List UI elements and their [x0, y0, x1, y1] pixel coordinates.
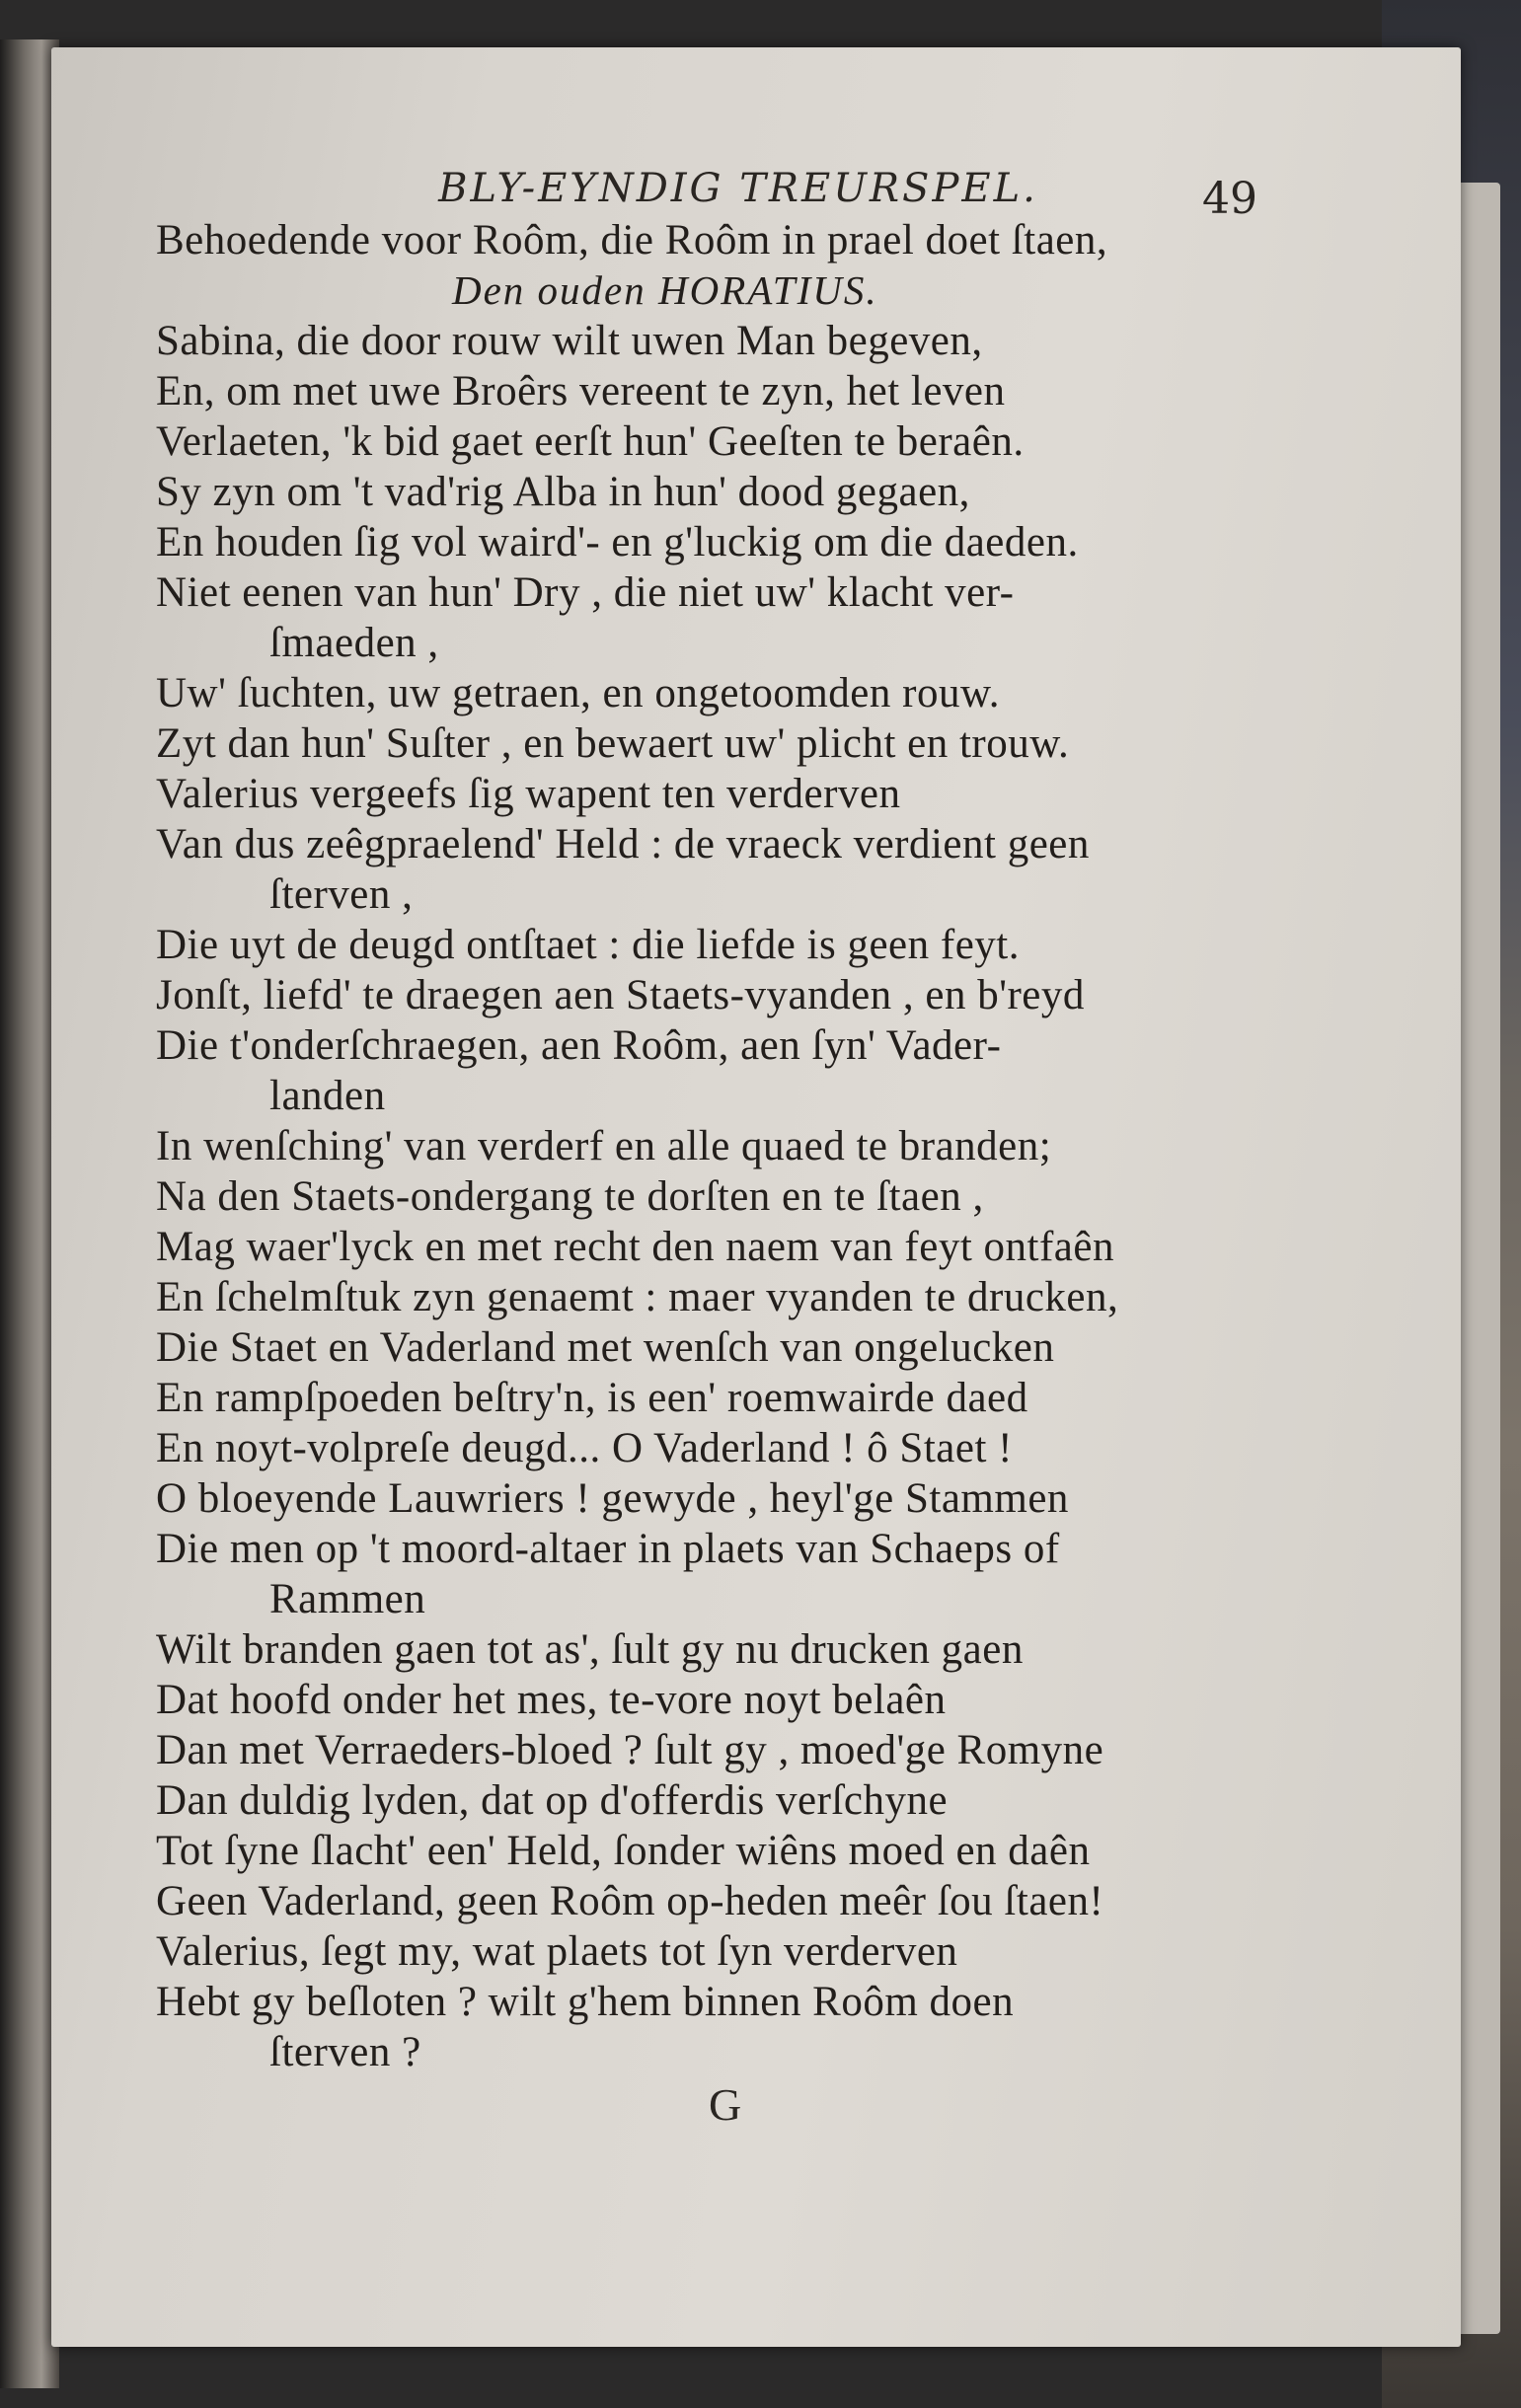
verse-line: En noyt-volpreſe deugd... O Vaderland ! ô Staet ! [156, 1425, 1013, 1471]
verse-line: Geen Vaderland, geen Roôm op-heden meêr ſou ſtaen! [156, 1878, 1104, 1924]
verse-line: Mag waer'lyck en met recht den naem van feyt ontfaên [156, 1224, 1114, 1270]
verse-line: Die men op 't moord-altaer in plaets van Schaeps of [156, 1526, 1060, 1572]
facing-page-edge [0, 39, 59, 2388]
speaker-name: Den ouden HORATIUS. [452, 267, 878, 313]
verse-line: Valerius vergeefs ſig wapent ten verderven [156, 771, 901, 817]
verse-line: Die uyt de deugd ontſtaet : die liefde is geen feyt. [156, 922, 1020, 968]
verse-line-continuation: Rammen [269, 1576, 426, 1622]
verse-line: Die Staet en Vaderland met wenſch van ongelucken [156, 1324, 1055, 1371]
verse-line: Verlaeten, 'k bid gaet eerſt hun' Geeſten te beraên. [156, 418, 1025, 465]
verse-line: Sabina, die door rouw wilt uwen Man begeven, [156, 318, 983, 364]
verse-line: Dan met Verraeders-bloed ? ſult gy , moed'ge Romyne [156, 1727, 1104, 1773]
verse-line: Dan duldig lyden, dat op d'offerdis verſchyne [156, 1777, 949, 1824]
verse-line: Niet eenen van hun' Dry , die niet uw' klacht ver- [156, 569, 1015, 616]
verse-line: En ſchelmſtuk zyn genaemt : maer vyanden te drucken, [156, 1274, 1119, 1320]
verse-line: O bloeyende Lauwriers ! gewyde , heyl'ge Stammen [156, 1475, 1069, 1522]
verse-line: En, om met uwe Broêrs vereent te zyn, het leven [156, 368, 1006, 414]
verse-line: Dat hoofd onder het mes, te-vore noyt belaên [156, 1677, 947, 1723]
verse-line-continuation: ſterven , [269, 871, 414, 918]
verse-line: Valerius, ſegt my, wat plaets tot ſyn verderven [156, 1928, 958, 1975]
verse-line: In wenſching' van verderf en alle quaed te branden; [156, 1123, 1052, 1169]
page-number: 49 [1202, 174, 1257, 224]
signature-mark: G [709, 2079, 742, 2130]
verse-line: Zyt dan hun' Suſter , en bewaert uw' plicht en trouw. [156, 720, 1070, 767]
verse-line: Van dus zeêgpraelend' Held : de vraeck verdient geen [156, 821, 1090, 867]
verse-line: Hebt gy beſloten ? wilt g'hem binnen Roôm doen [156, 1979, 1015, 2025]
running-head: BLY-EYNDIG TREURSPEL. [438, 166, 1038, 211]
speaker-heading [156, 265, 1291, 316]
verse-line: Sy zyn om 't vad'rig Alba in hun' dood gegaen, [156, 469, 970, 515]
verse-line: Jonſt, liefd' te draegen aen Staets-vyanden , en b'reyd [156, 972, 1085, 1018]
verse-line: Behoedende voor Roôm, die Roôm in prael doet ſtaen, [156, 217, 1108, 263]
verse-line-continuation: landen [269, 1073, 386, 1119]
verse-line: Tot ſyne ſlacht' een' Held, ſonder wiêns moed en daên [156, 1828, 1091, 1874]
verse-line: Wilt branden gaen tot as', ſult gy nu drucken gaen [156, 1626, 1024, 1673]
verse-line: Na den Staets-ondergang te dorſten en te ſtaen , [156, 1173, 984, 1220]
verse-line: En houden ſig vol waird'- en g'luckig om die daeden. [156, 519, 1079, 565]
verse-block [156, 215, 1291, 2077]
verse-line-continuation: ſterven ? [269, 2029, 421, 2075]
verse-line: En rampſpoeden beſtry'n, is een' roemwairde daed [156, 1375, 1028, 1421]
verse-line: Die t'onderſchraegen, aen Roôm, aen ſyn' Vader- [156, 1022, 1002, 1069]
verse-line: Uw' ſuchten, uw getraen, en ongetoomden rouw. [156, 670, 1000, 716]
verse-line-continuation: ſmaeden , [269, 620, 439, 666]
